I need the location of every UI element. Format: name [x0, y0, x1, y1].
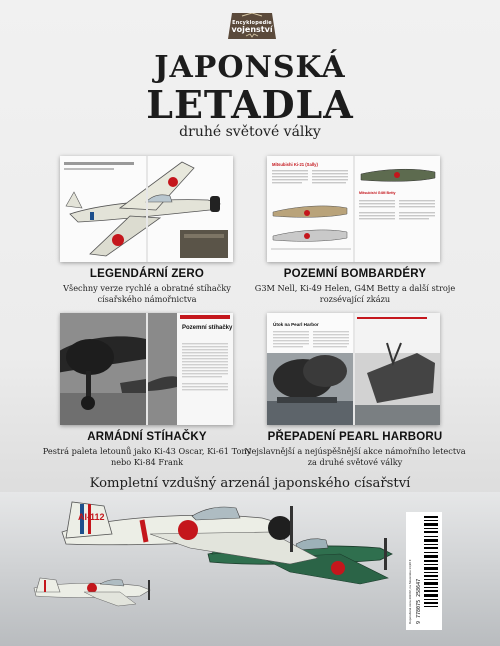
spread-army-fighters: [60, 313, 233, 425]
panel-title-zero: LEGENDÁRNÍ ZERO: [89, 268, 205, 280]
panel-text-pearl-harbor-line-2: za druhé světové války: [307, 456, 403, 467]
panel-text-pearl-harbor-line-1: Nejslavnější a nejúspěšnější akce námořního letectva: [244, 446, 466, 456]
panel-title-pearl-harbor: PŘEPADENÍ PEARL HARBORU: [267, 431, 443, 443]
panel-text-bombers-line-2: rozsévající zkázu: [319, 293, 391, 304]
barcode-price: Doporučená cena 299 Kč, na Slovensku 14,90 €: [408, 559, 412, 624]
cover-title-line-2: LETADLA: [146, 82, 354, 127]
panel-title-bombers: POZEMNÍ BOMBARDÉRY: [283, 268, 427, 280]
panel-text-zero-line-2: císařského námořnictva: [97, 293, 197, 304]
panel-text-army-fighters-line-2: nebo Ki-84 Frank: [110, 456, 184, 467]
panel-text-bombers: [240, 283, 470, 304]
panel-text-bombers-line-1: G3M Nell, Ki-49 Helen, G4M Betty a další stroje: [254, 283, 456, 293]
badge-line-2: vojenství: [231, 25, 273, 34]
spread-zero: [60, 156, 233, 262]
panel-text-zero-line-1: Všechny verze rychlé a obratné stíhačky: [63, 283, 231, 293]
lead-plane-code: AI-112: [78, 512, 105, 522]
barcode-block: [406, 512, 442, 630]
cover-title-line-1: JAPONSKÁ: [154, 50, 346, 85]
spread-heading-bombers: Mitsubishi Ki-21 (Sally): [272, 162, 318, 167]
cover-tagline: Kompletní vzdušný arzenál japonského císařství: [89, 476, 411, 491]
spread-heading-fighters: Pozemní stíhačky: [182, 325, 233, 331]
panel-text-army-fighters-line-1: Pestrá paleta letounů jako Ki-43 Oscar, Ki-61 Tony: [42, 446, 252, 456]
badge-line-1: Encyklopedie: [232, 20, 272, 26]
panel-text-pearl-harbor: [240, 446, 470, 467]
cover-subtitle: druhé světové války: [179, 124, 321, 140]
barcode-number: 9 778075 258647: [416, 578, 422, 624]
spread-bombers: [267, 156, 440, 262]
spread-pearl-harbor: [267, 313, 440, 425]
barcode-graphic: [406, 512, 442, 630]
spread-heading-bombers-b: Mitsubishi G4M Betty: [359, 191, 396, 195]
badge-label: [228, 13, 276, 39]
panel-text-army-fighters: [32, 446, 262, 467]
spread-heading-harbor: Útok na Pearl Harbor: [273, 322, 319, 327]
panel-text-zero: [32, 283, 262, 304]
panel-title-army-fighters: ARMÁDNÍ STÍHAČKY: [87, 431, 207, 443]
